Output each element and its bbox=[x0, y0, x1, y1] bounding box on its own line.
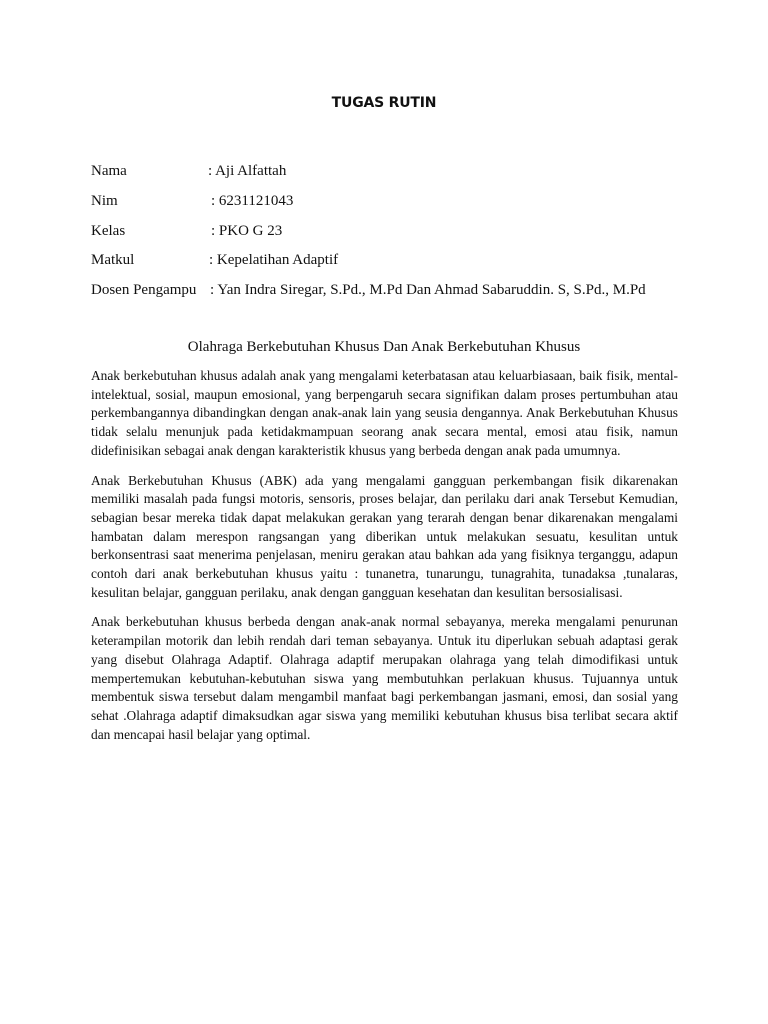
info-label: Kelas bbox=[91, 222, 126, 239]
section-heading: Olahraga Berkebutuhan Khusus Dan Anak Berkebutuhan Khusus bbox=[187, 339, 581, 355]
info-value: : 6231121043 bbox=[211, 192, 294, 209]
info-row-nim bbox=[91, 191, 691, 221]
info-value: : Kepelatihan Adaptif bbox=[209, 252, 339, 269]
document-body bbox=[91, 367, 678, 755]
info-row-matkul bbox=[91, 250, 691, 280]
info-value: : PKO G 23 bbox=[211, 222, 283, 239]
paragraph: Anak berkebutuhan khusus adalah anak yang mengalami keterbatasan atau keluarbiasaan, baik fisik, mental-intelektual, sosial, maupun emosional, yang berpengaruh secara signifikan dalam proses pertumbuhan atau perkembangannya dibandingkan dengan anak-anak lain yang seusia dengannya. Anak Berkebutuhan Khusus tidak selalu menunjuk pada ketidakmampuan seorang anak secara mental, emosi atau fisik, namun didefinisikan sebagai anak dengan karakteristik khusus yang berbeda dengan anak pada umumnya. bbox=[91, 368, 678, 458]
student-info bbox=[91, 161, 691, 310]
info-row-kelas bbox=[91, 221, 691, 251]
info-label: Matkul bbox=[91, 252, 135, 269]
info-label: Nama bbox=[91, 163, 127, 179]
info-value: : Aji Alfattah bbox=[208, 163, 287, 179]
info-label: Dosen Pengampu bbox=[91, 282, 197, 298]
document-title: TUGAS RUTIN bbox=[331, 95, 437, 111]
info-value: : Yan Indra Siregar, S.Pd., M.Pd Dan Ahmad Sabaruddin. S, S.Pd., M.Pd bbox=[210, 282, 646, 298]
info-row-nama bbox=[91, 161, 691, 191]
paragraph: Anak Berkebutuhan Khusus (ABK) ada yang mengalami gangguan perkembangan fisik dikarenakan memiliki masalah pada fungsi motoris, sensoris, proses belajar, dan perilaku dari anak Tersebut Kemudian, sebagian besar mereka tidak dapat melakukan gerakan yang terarah dengan benar dikarenakan mengalami hambatan dalam merespon rangsangan yang diberikan untuk melakukan sesuatu, kesulitan untuk berkonsentrasi saat menerima penjelasan, meniru gerakan atau bahkan ada yang fisiknya terganggu, adapun contoh dari anak berkebutuhan khusus yaitu : tunanetra, tunarungu, tunagrahita, tunadaksa ,tunalaras, kesulitan belajar, gangguan perilaku, anak dengan gangguan kesehatan dan kesulitan bersosialisasi. bbox=[91, 472, 678, 600]
paragraph: Anak berkebutuhan khusus berbeda dengan anak-anak normal sebayanya, mereka mengalami penurunan keterampilan motorik dan lebih rendah dari teman sebayanya. Untuk itu diperlukan sebuah adaptasi gerak yang disebut Olahraga Adaptif. Olahraga adaptif merupakan olahraga yang telah dimodifikasi untuk mempertemukan kebutuhan-kebutuhan siswa yang membutuhkan perlakuan khusus. Tujuannya untuk membentuk siswa tersebut dalam mengambil manfaat bagi perkembangan jasmani, emosi, dan sosial yang sehat .Olahraga adaptif dimaksudkan agar siswa yang memiliki kebutuhan khusus bisa terlibat secara aktif dan mencapai hasil belajar yang optimal. bbox=[91, 614, 678, 742]
info-label: Nim bbox=[91, 192, 118, 209]
info-row-dosen bbox=[91, 280, 691, 310]
